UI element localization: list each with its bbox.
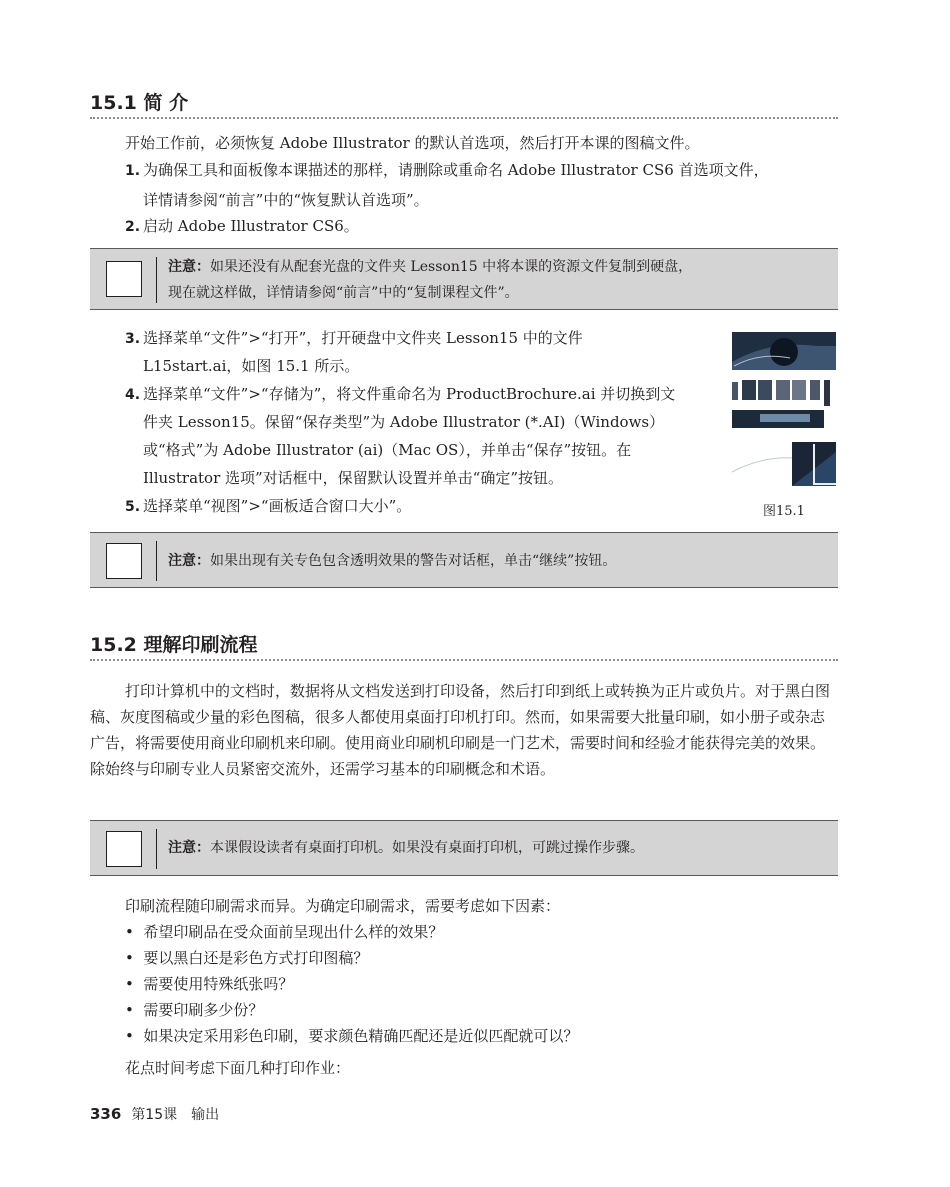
note-icon: [106, 261, 142, 297]
list-item-text: 希望印刷品在受众面前呈现出什么样的效果？: [143, 923, 444, 941]
note-line: 现在就这样做，详情请参阅“前言”中的“复制课程文件”。: [168, 285, 519, 301]
intro-text: 开始工作前，必须恢复 Adobe Illustrator 的默认首选项，然后打开本课的图稿文件。: [125, 134, 700, 152]
body-paragraph: 打印计算机中的文档时，数据将从文档发送到打印设备，然后打印到纸上或转换为正片或负片。对于黑白图稿、灰度图稿或少量的彩色图稿，很多人都使用桌面打印机打印。然而，如果需要大批量印刷，如小册子或杂志广告，将需要使用商业印刷机来印刷。使用商业印刷机印刷是一门艺术，需要时间和经验才能获得完美的效果。除始终与印刷专业人员紧密交流外，还需学习基本的印刷概念和术语。: [90, 682, 831, 778]
step-number: 3.: [125, 331, 141, 347]
chapter-title: 第15课 输出: [131, 1107, 220, 1123]
note-label: 注意：: [168, 840, 210, 856]
step-item: [125, 328, 583, 349]
note-text: 如果出现有关专色包含透明效果的警告对话框，单击“继续”按钮。: [210, 553, 617, 569]
step-line: 选择菜单“视图”>“画板适合窗口大小”。: [143, 497, 412, 515]
step-line: 详情请参阅“前言”中的“恢复默认首选项”。: [143, 191, 429, 209]
list-item: • 要以黑白还是彩色方式打印图稿？: [125, 949, 369, 967]
list-item-text: 需要使用特殊纸张吗？: [143, 975, 294, 993]
step-line: 或“格式”为 Adobe Illustrator (ai)（Mac OS），并单击“保存”按钮。在: [143, 441, 632, 459]
step-line: 选择菜单“文件”>“存储为”，将文件重命名为 ProductBrochure.ai 并切换到文: [143, 385, 676, 403]
note-text: 如果还没有从配套光盘的文件夹 Lesson15 中将本课的资源文件复制到硬盘，: [210, 259, 693, 275]
note-line: [168, 254, 692, 280]
note-label: 注意：: [168, 259, 210, 275]
step-item: [125, 384, 675, 405]
step-number: 5.: [125, 499, 141, 515]
section-divider: [90, 659, 838, 661]
step-line: L15start.ai，如图 15.1 所示。: [143, 357, 360, 375]
figure-15-1: [730, 332, 838, 490]
note-divider: [156, 257, 157, 303]
closing-text: 花点时间考虑下面几种打印作业：: [125, 1059, 351, 1077]
note-icon: [106, 831, 142, 867]
step-line: 启动 Adobe Illustrator CS6。: [143, 217, 359, 235]
note-line: [168, 835, 644, 861]
step-line: 为确保工具和面板像本课描述的那样，请删除或重命名 Adobe Illustrator CS6 首选项文件，: [143, 161, 769, 179]
step-number: 4.: [125, 387, 141, 403]
section-title-intro: 15.1 简 介: [90, 92, 189, 114]
list-item: • 如果决定采用彩色印刷，要求颜色精确匹配还是近似匹配就可以？: [125, 1027, 579, 1045]
note-divider: [156, 541, 157, 581]
note-icon: [106, 543, 142, 579]
step-number: 2.: [125, 219, 141, 235]
step-line: 选择菜单“文件”>“打开”，打开硬盘中文件夹 Lesson15 中的文件: [143, 329, 583, 347]
step-item: [125, 216, 359, 237]
note-divider: [156, 829, 157, 869]
list-item: • 希望印刷品在受众面前呈现出什么样的效果？: [125, 923, 444, 941]
list-item-text: 需要印刷多少份？: [143, 1001, 264, 1019]
page-footer: [90, 1104, 219, 1124]
step-item: [125, 496, 411, 517]
page-number: 336: [90, 1105, 122, 1123]
step-line: Illustrator 选项”对话框中，保留默认设置并单击“确定”按钮。: [143, 469, 564, 487]
step-item: [125, 160, 769, 181]
note-text: 本课假设读者有桌面打印机。如果没有桌面打印机，可跳过操作步骤。: [210, 840, 644, 856]
note-box: [90, 820, 838, 876]
step-number: 1.: [125, 163, 141, 179]
section-divider: [90, 117, 838, 119]
list-item: • 需要印刷多少份？: [125, 1001, 264, 1019]
section-title-print-process: 15.2 理解印刷流程: [90, 634, 258, 656]
note-label: 注意：: [168, 553, 210, 569]
brochure-thumbnail-image: [730, 332, 838, 490]
step-line: 件夹 Lesson15。保留“保存类型”为 Adobe Illustrator (*.AI)（Windows）: [143, 413, 665, 431]
lead-text: 印刷流程随印刷需求而异。为确定印刷需求，需要考虑如下因素：: [125, 897, 561, 915]
note-line: [168, 548, 616, 574]
figure-caption: 图15.1: [763, 504, 805, 519]
list-item: • 需要使用特殊纸张吗？: [125, 975, 294, 993]
note-box: [90, 248, 838, 310]
list-item-text: 要以黑白还是彩色方式打印图稿？: [143, 949, 369, 967]
note-box: [90, 532, 838, 588]
list-item-text: 如果决定采用彩色印刷，要求颜色精确匹配还是近似匹配就可以？: [143, 1027, 579, 1045]
